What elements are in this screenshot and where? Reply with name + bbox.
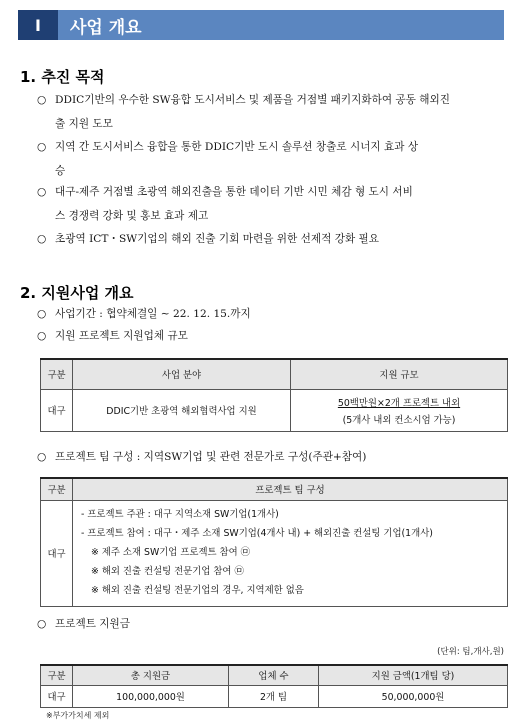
region-cell: 대구 bbox=[41, 685, 73, 707]
table-row bbox=[41, 389, 508, 431]
section-banner bbox=[18, 10, 504, 40]
funding-bullet: ○ 프로젝트 지원금 bbox=[37, 618, 131, 630]
list-item: ※ 해외 진출 컨설팅 전문기업의 경우, 지역제한 없음 bbox=[91, 584, 304, 596]
region-cell: 대구 bbox=[41, 500, 73, 606]
list-item: - 프로젝트 참여 : 대구・제주 소재 SW기업(4개사 내) + 해외진출 컨설팅 기업(1개사) bbox=[81, 527, 433, 539]
list-item: - 프로젝트 주관 : 대구 지역소재 SW기업(1개사) bbox=[81, 508, 279, 520]
table-header: 프로젝트 팀 구성 bbox=[73, 478, 508, 500]
purpose-bullet-3: ○ 대구-제주 거점별 초광역 해외진출을 통한 데이터 기반 시민 체감 형 도시 서비 스 경쟁력 강화 및 홍보 효과 제고 bbox=[37, 186, 413, 222]
purpose-bullet-2: ○ 지역 간 도시서비스 융합을 통한 DDIC기반 도시 솔루션 창출로 시너지 효과 상 승 bbox=[37, 141, 419, 177]
table-header: 지원 규모 bbox=[291, 359, 508, 389]
table-header: 지원 금액(1개팀 당) bbox=[319, 665, 508, 685]
purpose-bullet-1: ○ DDIC기반의 우수한 SW융합 도시서비스 및 제품을 거점별 패키지화하여 공동 해외진 출 지원 도모 bbox=[37, 94, 450, 130]
support-scale-table bbox=[40, 358, 508, 432]
scale-line-1: 50백만원×2개 프로젝트 내외 bbox=[337, 397, 461, 409]
footnote: ※부가가치세 제외 bbox=[46, 711, 110, 720]
list-item: ※ 제주 소재 SW기업 프로젝트 참여 ㉤ bbox=[91, 546, 251, 558]
section1-heading: 1. 추진 목적 bbox=[20, 68, 105, 86]
amount-cell: 50,000,000원 bbox=[319, 685, 508, 707]
composition-cell bbox=[73, 500, 508, 606]
team-bullet: ○ 프로젝트 팀 구성 : 지역SW기업 및 관련 전문가로 구성(주관+참여) bbox=[37, 451, 367, 463]
total-cell: 100,000,000원 bbox=[73, 685, 229, 707]
list-item: ※ 해외 진출 컨설팅 전문기업 참여 ㉤ bbox=[91, 565, 244, 577]
region-cell: 대구 bbox=[41, 389, 73, 431]
table-header: 구분 bbox=[41, 359, 73, 389]
table-row bbox=[41, 500, 508, 606]
scale-line-2: (5개사 내외 컨소시엄 가능) bbox=[342, 414, 456, 426]
table-header: 총 지원금 bbox=[73, 665, 229, 685]
banner-title: 사업 개요 bbox=[58, 10, 504, 40]
period-bullet: ○ 사업기간 : 협약체결일 ∼ 22. 12. 15.까지 bbox=[37, 308, 251, 320]
count-cell: 2개 팀 bbox=[229, 685, 319, 707]
purpose-bullet-4: ○ 초광역 ICT・SW기업의 해외 진출 기회 마련을 위한 선제적 강화 필요 bbox=[37, 233, 380, 245]
table-header: 구분 bbox=[41, 478, 73, 500]
table-header: 구분 bbox=[41, 665, 73, 685]
team-composition-table bbox=[40, 477, 508, 607]
table-header: 사업 분야 bbox=[73, 359, 291, 389]
field-cell: DDIC기반 초광역 해외협력사업 지원 bbox=[73, 389, 291, 431]
banner-number: I bbox=[18, 10, 58, 40]
funding-table bbox=[40, 664, 508, 708]
scale-cell bbox=[291, 389, 508, 431]
section2-heading: 2. 지원사업 개요 bbox=[20, 284, 134, 302]
unit-label: (단위: 팀,개사,원) bbox=[437, 647, 504, 657]
scale-bullet: ○ 지원 프로젝트 지원업체 규모 bbox=[37, 330, 188, 342]
table-row bbox=[41, 685, 508, 707]
table-header: 업체 수 bbox=[229, 665, 319, 685]
